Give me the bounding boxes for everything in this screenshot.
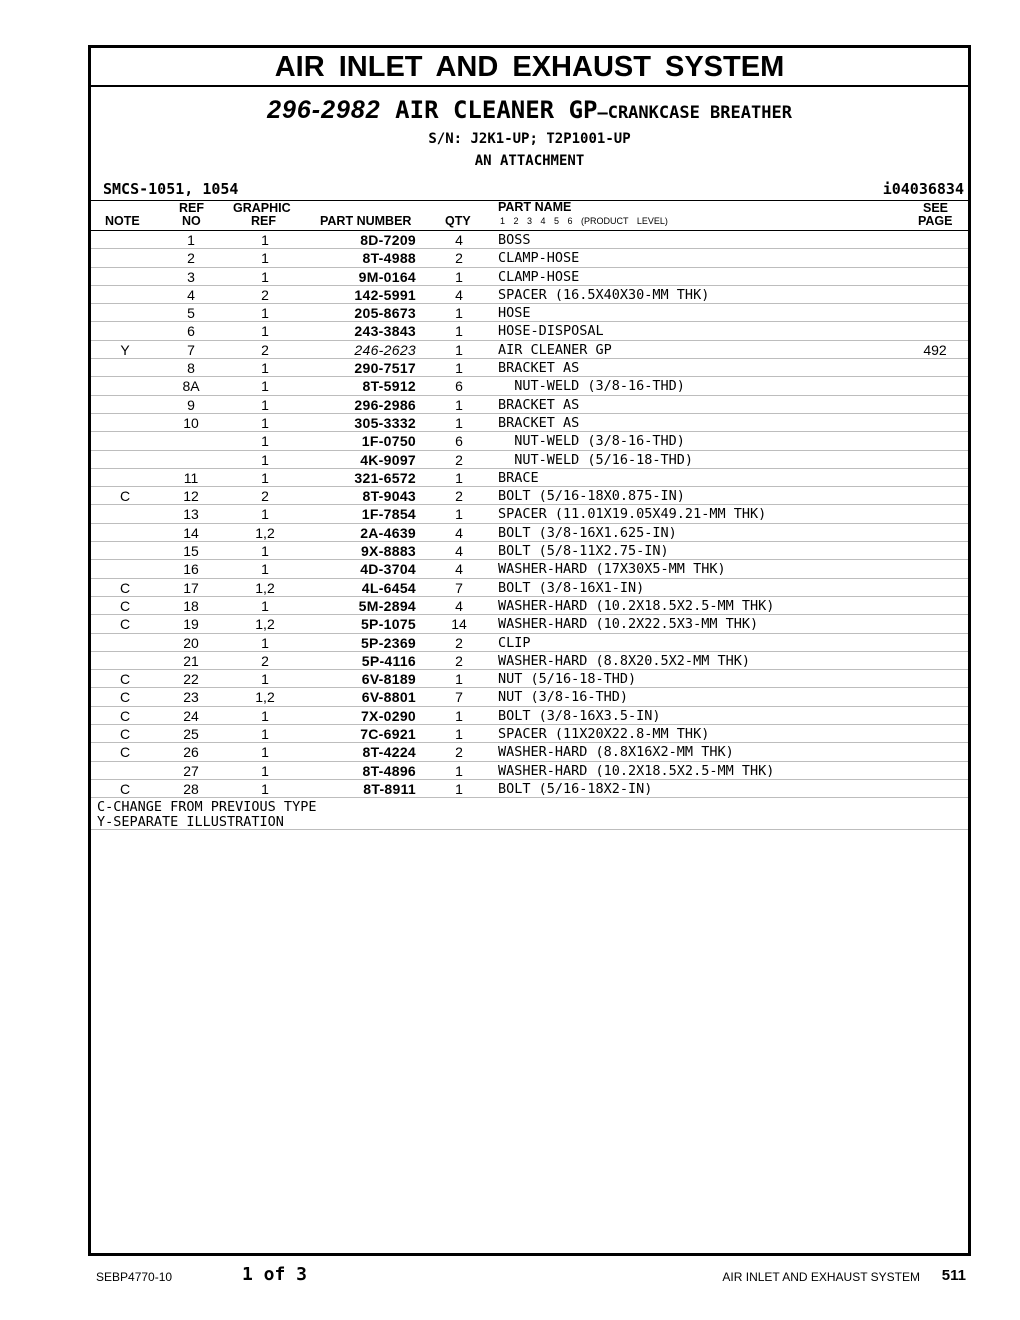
row-part-number: 4D-3704 <box>360 561 416 578</box>
illustration-id: i04036834 <box>882 180 964 198</box>
row-ref-no: 4 <box>187 286 195 303</box>
row-part-name: BOLT (5/16-18X0.875-IN) <box>498 488 685 505</box>
row-part-number: 8T-9043 <box>362 488 416 505</box>
row-part-number: 6V-8189 <box>361 671 416 688</box>
row-part-number: 321-6572 <box>354 469 416 486</box>
row-ref-no: 3 <box>187 268 195 285</box>
row-qty: 1 <box>455 360 463 377</box>
row-graphic-ref: 1,2 <box>255 579 275 596</box>
row-part-number: 305-3332 <box>354 414 416 431</box>
row-graphic-ref: 1 <box>261 597 269 614</box>
row-part-name: BOLT (3/8-16X3.5-IN) <box>498 707 661 724</box>
row-part-number: 8T-4988 <box>362 250 416 267</box>
row-part-name: BOSS <box>498 232 531 248</box>
page-footer <box>0 1262 1020 1292</box>
col-qty: QTY <box>445 214 471 228</box>
row-graphic-ref: 1 <box>261 744 269 761</box>
row-part-number: 243-3843 <box>354 323 416 340</box>
table-row <box>91 249 968 267</box>
legend-change: C-CHANGE FROM PREVIOUS TYPE <box>97 799 317 816</box>
table-row <box>91 542 968 560</box>
col-ref-bottom: NO <box>182 214 201 228</box>
row-part-number: 9M-0164 <box>358 268 416 285</box>
col-part-number: PART NUMBER <box>320 214 412 228</box>
row-part-name: BOLT (5/8-11X2.75-IN) <box>498 543 669 560</box>
row-ref-no: 23 <box>183 689 199 706</box>
row-ref-no: 20 <box>183 634 199 651</box>
row-part-number: 8T-8911 <box>363 780 416 797</box>
row-qty: 1 <box>455 671 463 688</box>
row-part-name: AIR CLEANER GP <box>498 341 612 358</box>
group-number: 296-2982 <box>267 96 381 124</box>
row-graphic-ref: 1 <box>261 268 269 285</box>
row-graphic-ref: 1 <box>261 780 269 797</box>
row-qty: 1 <box>455 726 463 743</box>
row-ref-no: 12 <box>183 488 199 505</box>
row-part-name: NUT-WELD (5/16-18-THD) <box>498 451 694 468</box>
row-graphic-ref: 1 <box>261 707 269 724</box>
row-note: C <box>119 488 131 505</box>
row-qty: 4 <box>455 543 463 560</box>
table-row <box>91 286 968 304</box>
group-name: AIR CLEANER GP <box>395 96 598 124</box>
footer-section: AIR INLET AND EXHAUST SYSTEM <box>722 1270 920 1284</box>
row-note: Y <box>120 341 130 358</box>
row-part-number: 7X-0290 <box>360 707 416 724</box>
row-part-name: BRACE <box>498 469 539 486</box>
row-qty: 1 <box>455 707 463 724</box>
row-note: C <box>119 597 131 614</box>
row-qty: 2 <box>455 488 463 505</box>
row-ref-no: 15 <box>183 543 199 560</box>
col-see-top: SEE <box>923 201 949 215</box>
row-part-name: NUT (5/16-18-THD) <box>498 671 637 688</box>
row-part-name: WASHER-HARD (10.2X18.5X2.5-MM THK) <box>498 762 775 779</box>
row-graphic-ref: 1 <box>261 726 269 743</box>
row-part-name: WASHER-HARD (10.2X22.5X3-MM THK) <box>498 616 759 633</box>
row-part-name: HOSE-DISPOSAL <box>498 323 604 340</box>
table-row <box>91 487 968 505</box>
row-graphic-ref: 1 <box>261 671 269 688</box>
row-qty: 2 <box>455 250 463 267</box>
col-note: NOTE <box>105 214 140 228</box>
row-qty: 1 <box>455 780 463 797</box>
row-graphic-ref: 1 <box>261 634 269 651</box>
table-row <box>91 743 968 761</box>
row-note: C <box>119 707 131 724</box>
table-row <box>91 304 968 322</box>
row-ref-no: 27 <box>183 762 199 779</box>
row-part-name: CLAMP-HOSE <box>498 268 580 285</box>
table-row <box>91 688 968 706</box>
row-part-name: NUT-WELD (3/8-16-THD) <box>498 433 685 450</box>
row-qty: 4 <box>455 597 463 614</box>
row-graphic-ref: 1,2 <box>255 689 275 706</box>
row-qty: 1 <box>455 323 463 340</box>
row-graphic-ref: 1 <box>261 506 269 523</box>
row-ref-no: 7 <box>187 341 195 358</box>
row-part-number: 6V-8801 <box>361 689 416 706</box>
row-note: C <box>119 579 131 596</box>
parts-page-frame <box>88 45 971 1256</box>
row-graphic-ref: 1 <box>261 360 269 377</box>
row-qty: 1 <box>455 506 463 523</box>
row-qty: 2 <box>455 652 463 669</box>
row-qty: 1 <box>455 341 463 358</box>
row-qty: 1 <box>455 396 463 413</box>
row-ref-no: 28 <box>183 780 199 797</box>
table-row <box>91 268 968 286</box>
row-part-number: 8T-4224 <box>362 744 416 761</box>
row-graphic-ref: 1 <box>261 396 269 413</box>
row-graphic-ref: 1 <box>261 323 269 340</box>
row-ref-no: 2 <box>187 250 195 267</box>
row-ref-no: 19 <box>183 616 199 633</box>
row-ref-no: 11 <box>183 469 199 486</box>
row-ref-no: 13 <box>183 506 199 523</box>
table-row <box>91 615 968 633</box>
row-part-name: WASHER-HARD (8.8X16X2-MM THK) <box>498 744 734 761</box>
table-row <box>91 634 968 652</box>
row-part-name: NUT (3/8-16-THD) <box>498 689 629 706</box>
row-part-number: 5P-2369 <box>360 634 416 651</box>
row-part-number: 246-2623 <box>354 341 416 358</box>
row-graphic-ref: 1 <box>261 561 269 578</box>
table-row <box>91 359 968 377</box>
row-part-number: 9X-8883 <box>360 543 416 560</box>
row-ref-no: 8 <box>187 360 195 377</box>
row-part-number: 8T-5912 <box>362 378 416 395</box>
row-ref-no: 22 <box>183 671 199 688</box>
row-part-number: 1F-0750 <box>361 433 416 450</box>
row-graphic-ref: 1 <box>261 232 269 248</box>
group-heading <box>91 95 968 128</box>
row-qty: 1 <box>455 414 463 431</box>
row-qty: 1 <box>455 305 463 322</box>
footer-document-id: SEBP4770-10 <box>96 1270 173 1284</box>
row-part-name: CLAMP-HOSE <box>498 250 580 267</box>
row-ref-no: 18 <box>183 597 199 614</box>
row-graphic-ref: 1 <box>261 305 269 322</box>
row-part-number: 1F-7854 <box>361 506 416 523</box>
col-graphic-bottom: REF <box>251 214 276 228</box>
table-row <box>91 725 968 743</box>
footer-page-of: 1 of 3 <box>242 1264 308 1285</box>
row-ref-no: 10 <box>183 414 199 431</box>
row-part-number: 8D-7209 <box>360 232 416 248</box>
row-graphic-ref: 1,2 <box>255 524 275 541</box>
row-graphic-ref: 1 <box>261 433 269 450</box>
row-part-name: HOSE <box>498 305 531 322</box>
row-graphic-ref: 2 <box>261 488 269 505</box>
row-note: C <box>119 671 131 688</box>
col-see-bottom: PAGE <box>918 214 953 228</box>
row-part-number: 4K-9097 <box>360 451 416 468</box>
table-row <box>91 652 968 670</box>
legend-notes <box>91 798 968 830</box>
row-part-name: WASHER-HARD (8.8X20.5X2-MM THK) <box>498 652 750 669</box>
row-part-number: 205-8673 <box>354 305 416 322</box>
row-graphic-ref: 1 <box>261 762 269 779</box>
row-qty: 4 <box>455 524 463 541</box>
row-qty: 1 <box>455 469 463 486</box>
row-part-number: 290-7517 <box>354 360 416 377</box>
row-part-name: NUT-WELD (3/8-16-THD) <box>498 378 685 395</box>
row-part-number: 4L-6454 <box>361 579 416 596</box>
row-part-name: BOLT (5/16-18X2-IN) <box>498 780 653 797</box>
row-qty: 4 <box>455 561 463 578</box>
row-graphic-ref: 2 <box>261 341 269 358</box>
table-row <box>91 432 968 450</box>
row-graphic-ref: 2 <box>261 286 269 303</box>
group-subtitle: —CRANKCASE BREATHER <box>597 103 792 123</box>
smcs-row <box>91 178 968 200</box>
row-note: C <box>119 726 131 743</box>
table-row <box>91 396 968 414</box>
table-row <box>91 707 968 725</box>
row-graphic-ref: 1,2 <box>255 616 275 633</box>
row-note: C <box>119 689 131 706</box>
column-header-row <box>91 200 968 231</box>
table-row <box>91 505 968 523</box>
row-part-name: WASHER-HARD (10.2X18.5X2.5-MM THK) <box>498 597 775 614</box>
table-row <box>91 780 968 798</box>
row-qty: 14 <box>451 616 467 633</box>
serial-numbers: S/N: J2K1-UP; T2P1001-UP <box>428 131 631 147</box>
table-row <box>91 560 968 578</box>
table-row <box>91 451 968 469</box>
row-part-name: BRACKET AS <box>498 414 580 431</box>
row-qty: 2 <box>455 744 463 761</box>
table-row <box>91 377 968 395</box>
row-qty: 1 <box>455 762 463 779</box>
row-ref-no: 26 <box>183 744 199 761</box>
row-note: C <box>119 616 131 633</box>
row-part-name: SPACER (11X20X22.8-MM THK) <box>498 726 710 743</box>
row-ref-no: 17 <box>183 579 199 596</box>
row-qty: 6 <box>455 378 463 395</box>
row-ref-no: 9 <box>187 396 195 413</box>
col-graphic-top: GRAPHIC <box>233 201 291 215</box>
row-graphic-ref: 2 <box>261 652 269 669</box>
row-graphic-ref: 1 <box>261 378 269 395</box>
row-part-name: WASHER-HARD (17X30X5-MM THK) <box>498 561 726 578</box>
row-ref-no: 16 <box>183 561 199 578</box>
row-part-name: BRACKET AS <box>498 396 580 413</box>
row-qty: 1 <box>455 268 463 285</box>
row-ref-no: 8A <box>182 378 200 395</box>
row-part-number: 5M-2894 <box>358 597 416 614</box>
row-ref-no: 25 <box>183 726 199 743</box>
row-ref-no: 24 <box>183 707 199 724</box>
row-part-number: 5P-1075 <box>360 616 416 633</box>
row-qty: 2 <box>455 634 463 651</box>
table-row <box>91 322 968 340</box>
col-part-name: PART NAME <box>498 200 572 214</box>
table-row <box>91 579 968 597</box>
row-ref-no: 21 <box>183 652 199 669</box>
row-part-name: BOLT (3/8-16X1-IN) <box>498 579 645 596</box>
row-ref-no: 1 <box>187 232 195 248</box>
row-qty: 7 <box>455 579 463 596</box>
row-part-number: 296-2986 <box>354 396 416 413</box>
row-part-name: SPACER (11.01X19.05X49.21-MM THK) <box>498 506 767 523</box>
table-row <box>91 341 968 359</box>
row-graphic-ref: 1 <box>261 543 269 560</box>
row-graphic-ref: 1 <box>261 469 269 486</box>
row-ref-no: 6 <box>187 323 195 340</box>
row-part-number: 8T-4896 <box>362 762 416 779</box>
row-see-page: 492 <box>923 341 947 358</box>
row-graphic-ref: 1 <box>261 250 269 267</box>
table-row <box>91 670 968 688</box>
row-graphic-ref: 1 <box>261 451 269 468</box>
table-row <box>91 524 968 542</box>
row-part-number: 142-5991 <box>354 286 416 303</box>
row-qty: 7 <box>455 689 463 706</box>
row-part-name: CLIP <box>498 634 531 651</box>
table-row <box>91 414 968 432</box>
row-part-number: 2A-4639 <box>360 524 416 541</box>
table-row <box>91 597 968 615</box>
row-qty: 6 <box>455 433 463 450</box>
row-part-name: BRACKET AS <box>498 360 580 377</box>
legend-separate: Y-SEPARATE ILLUSTRATION <box>97 814 284 831</box>
row-ref-no: 14 <box>183 524 199 541</box>
table-row <box>91 762 968 780</box>
row-graphic-ref: 1 <box>261 414 269 431</box>
row-note: C <box>119 780 131 797</box>
col-ref-top: REF <box>179 201 204 215</box>
attachment-label: AN ATTACHMENT <box>474 153 585 169</box>
row-qty: 2 <box>455 451 463 468</box>
row-qty: 4 <box>455 286 463 303</box>
row-qty: 4 <box>455 232 463 248</box>
parts-table-body <box>91 231 968 798</box>
section-title: AIR INLET AND EXHAUST SYSTEM <box>91 48 968 87</box>
row-note: C <box>119 744 131 761</box>
footer-page-number: 511 <box>941 1267 966 1284</box>
row-part-number: 5P-4116 <box>361 652 416 669</box>
table-row <box>91 469 968 487</box>
col-product-level: 1 2 3 4 5 6 (PRODUCT LEVEL) <box>500 216 668 226</box>
smcs-codes: SMCS-1051, 1054 <box>103 180 239 198</box>
table-row <box>91 231 968 249</box>
row-ref-no: 5 <box>187 305 195 322</box>
row-part-name: BOLT (3/8-16X1.625-IN) <box>498 524 677 541</box>
row-part-number: 7C-6921 <box>360 726 416 743</box>
row-part-name: SPACER (16.5X40X30-MM THK) <box>498 286 710 303</box>
